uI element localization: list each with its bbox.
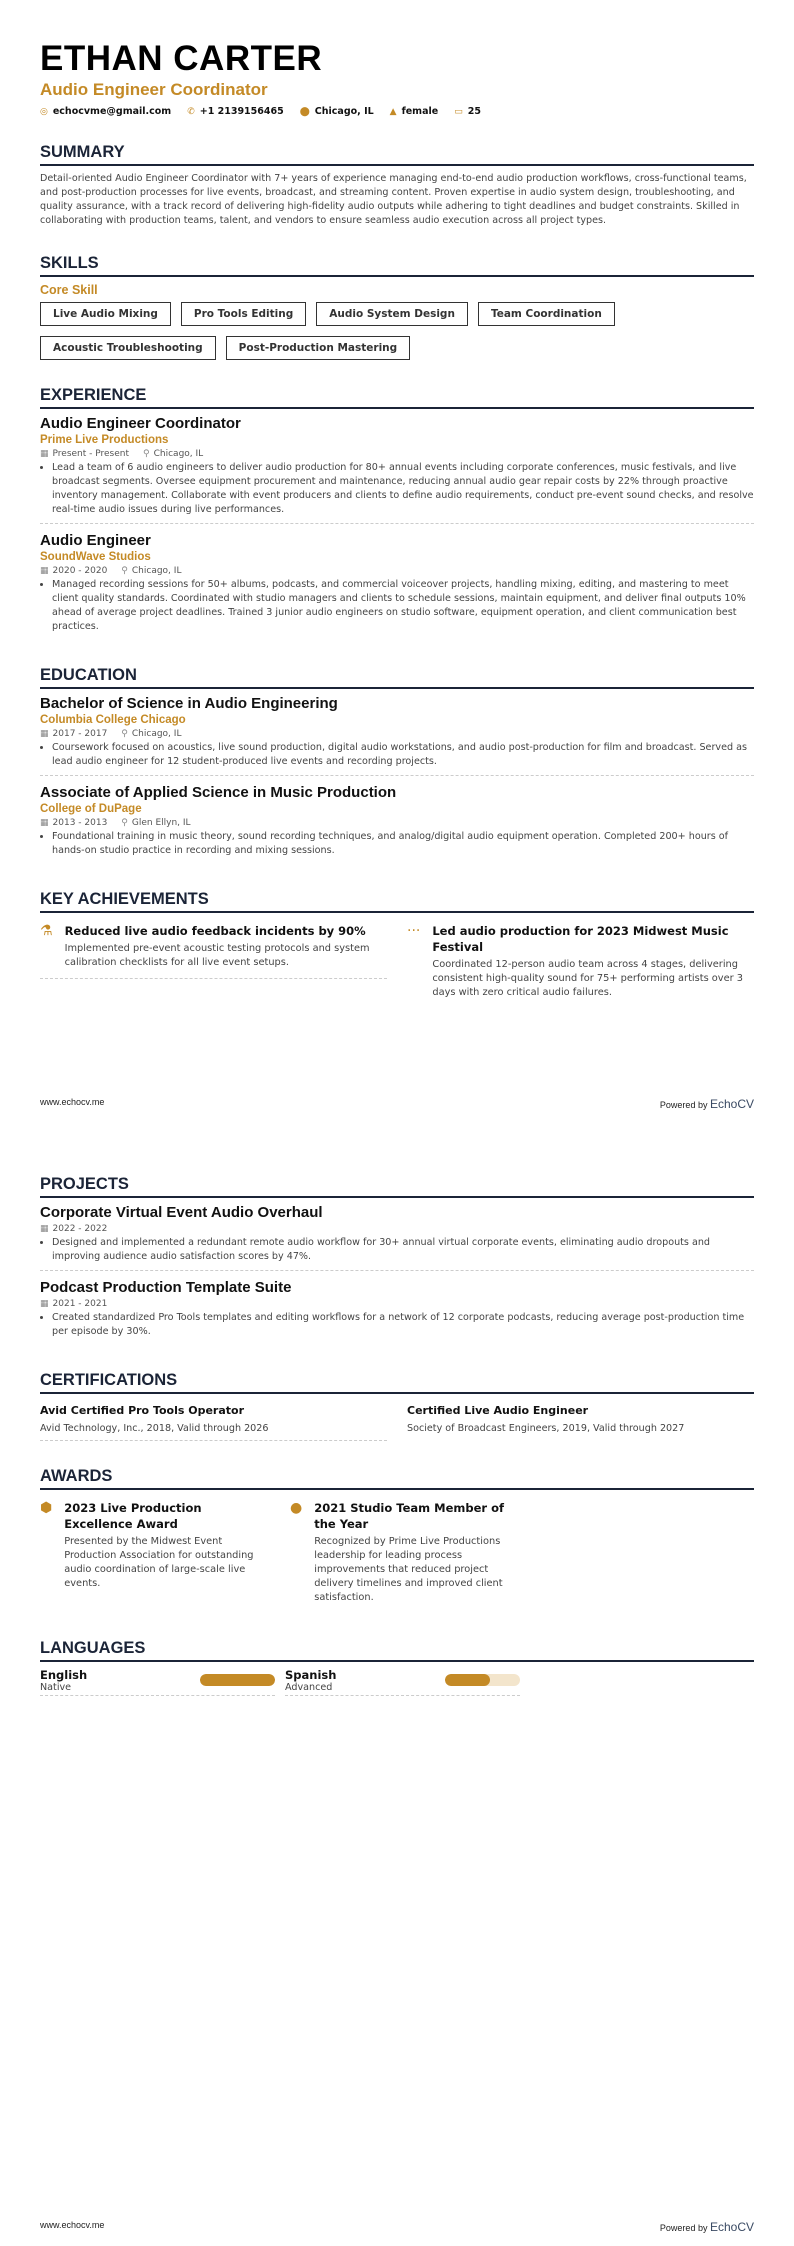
age: 25 [467, 106, 481, 117]
education-section [40, 666, 754, 864]
skill-group-label: Core Skill [40, 283, 98, 297]
skill-tag: Post-Production Mastering [226, 336, 411, 360]
dates: Present - Present [52, 449, 130, 459]
candidate-name: ETHAN CARTER [40, 39, 323, 78]
achievement-title: Led audio production for 2023 Midwest Music Festival [432, 924, 729, 954]
project-title: Podcast Production Template Suite [40, 1279, 292, 1296]
section-heading: EXPERIENCE [40, 386, 754, 409]
school: Columbia College Chicago [40, 714, 186, 726]
award-title: 2023 Live Production Excellence Award [64, 1501, 202, 1531]
degree: Bachelor of Science in Audio Engineering [40, 695, 338, 712]
at-icon: ◎ [40, 107, 48, 117]
location: Chicago, IL [153, 449, 204, 459]
footer-site[interactable]: www.echocv.me [40, 2220, 105, 2230]
dates: 2022 - 2022 [52, 1224, 108, 1234]
location: Chicago, IL [131, 566, 182, 576]
skills-section [40, 254, 754, 360]
dates: 2021 - 2021 [52, 1299, 108, 1309]
person-icon: ▲ [389, 107, 397, 117]
awards-section [40, 1467, 754, 1613]
footer-site[interactable]: www.echocv.me [40, 1097, 105, 1107]
education-entry [40, 695, 754, 776]
school: College of DuPage [40, 803, 142, 815]
skill-tag: Pro Tools Editing [181, 302, 306, 326]
flask-icon: ⚗ [40, 923, 53, 939]
section-heading: EDUCATION [40, 666, 754, 689]
cert-title: Certified Live Audio Engineer [407, 1404, 589, 1417]
achievement-text: Coordinated 12-person audio team across 4 stages, delivering consistent high-quality sound for 75+ performing artists over 3 days with zero critical audio failures. [432, 959, 743, 998]
dates: 2013 - 2013 [52, 818, 108, 828]
projects-section [40, 1175, 754, 1345]
section-heading: SKILLS [40, 254, 754, 277]
dates: 2017 - 2017 [52, 729, 108, 739]
bullet: • Foundational training in music theory, sound recording techniques, and analog/digital audio equipment operation. Completed 200+ hours of hands-on studio practice in recording and mixing sessions. [52, 830, 754, 858]
powered-by: Powered by [659, 1100, 708, 1110]
brand-logo[interactable]: EchoCV [709, 2220, 754, 2234]
cert-detail: Avid Technology, Inc., 2018, Valid through 2026 [40, 1423, 387, 1441]
award-text: Recognized by Prime Live Productions leadership for leading process improvements that reduced project delivery timelines and improved client satisfaction. [314, 1536, 503, 1603]
languages-section [40, 1639, 754, 1696]
education-entry [40, 784, 754, 864]
project-entry [40, 1279, 754, 1345]
dots-icon: ··· [407, 923, 421, 939]
experience-entry [40, 415, 754, 524]
achievements-section [40, 890, 754, 1008]
summary-text: Detail-oriented Audio Engineer Coordinator with 7+ years of experience managing end-to-end audio production workflows, cross-functional teams, and post-production processes for live events, broadcast, and streaming content. Proven expertise in audio system design, troubleshooting, and quality assurance, with a track record of delivering high-fidelity audio outputs while adhering to tight deadlines and budget constraints. Skilled in collaborating with production teams, talent, and vendors to ensure seamless audio execution across all project types. [40, 173, 747, 226]
cert-detail: Society of Broadcast Engineers, 2019, Valid through 2027 [407, 1423, 685, 1434]
skill-tag: Live Audio Mixing [40, 302, 171, 326]
language-name: English [40, 1668, 88, 1682]
page-footer [40, 1097, 754, 1111]
location: Chicago, IL [131, 729, 182, 739]
project-entry [40, 1204, 754, 1271]
phone-icon: ✆ [187, 107, 195, 117]
location-icon: ⬤ [299, 107, 310, 117]
award-title: 2021 Studio Team Member of the Year [314, 1501, 504, 1531]
calendar-icon: ▦ [40, 1299, 49, 1309]
location-icon: ⚲ [121, 818, 128, 828]
company: SoundWave Studios [40, 551, 151, 563]
section-heading: LANGUAGES [40, 1639, 754, 1662]
powered-by: Powered by [659, 2223, 708, 2233]
location: Chicago, IL [314, 106, 374, 117]
certification-item [407, 1400, 754, 1441]
calendar-icon: ▦ [40, 818, 49, 828]
chat-icon: ● [290, 1500, 303, 1516]
award-item [40, 1496, 270, 1613]
bullet: • Managed recording sessions for 50+ albums, podcasts, and commercial voiceover projects, handling mixing, editing, and mastering to meet client quality standards. Coordinated with studio managers and clients to schedule sessions, maintain equipment, and deliver final outputs 10% ahead of average project deadlines. Trained 3 junior audio engineers on studio software, equipment operation, and client communication best practices. [52, 578, 754, 634]
achievement-item [40, 919, 387, 979]
proficiency-fill [200, 1674, 275, 1686]
location-icon: ⚲ [121, 566, 128, 576]
experience-section [40, 386, 754, 640]
bullet: • Created standardized Pro Tools templates and editing workflows for a network of 12 corporate podcasts, reducing average post-production time per episode by 30%. [52, 1311, 754, 1339]
proficiency-bar [200, 1674, 275, 1686]
achievement-item [407, 919, 754, 1008]
job-title: Audio Engineer [40, 532, 151, 549]
email[interactable]: echocvme@gmail.com [52, 106, 172, 117]
job-title: Audio Engineer Coordinator [40, 415, 241, 432]
certifications-section [40, 1371, 754, 1441]
candidate-title: Audio Engineer Coordinator [40, 80, 268, 99]
gender: female [401, 106, 439, 117]
location-icon: ⚲ [121, 729, 128, 739]
achievement-text: Implemented pre-event acoustic testing protocols and system calibration checklists for all live event setups. [64, 943, 370, 968]
bullet: • Designed and implemented a redundant remote audio workflow for 30+ annual virtual corporate events, eliminating audio dropouts and improving audience audio satisfaction scores by 47%. [52, 1236, 754, 1264]
brand-logo[interactable]: EchoCV [709, 1097, 754, 1111]
section-heading: CERTIFICATIONS [40, 1371, 754, 1394]
degree: Associate of Applied Science in Music Production [40, 784, 397, 801]
page-footer [40, 2220, 754, 2234]
section-heading: AWARDS [40, 1467, 754, 1490]
cube-icon: ⬢ [40, 1500, 53, 1516]
section-heading: PROJECTS [40, 1175, 754, 1198]
skill-tag: Audio System Design [316, 302, 468, 326]
skill-tag: Acoustic Troubleshooting [40, 336, 216, 360]
proficiency-bar [445, 1674, 520, 1686]
calendar-icon: ▦ [40, 729, 49, 739]
bullet: • Lead a team of 6 audio engineers to deliver audio production for 80+ annual events including corporate conferences, music festivals, and live broadcast segments. Oversee equipment procurement and maintenance, reducing annual audio gear repair costs by 22% through proactive inventory management. Collaborate with event producers and clients to define audio requirements, conduct pre-event sound checks, and resolve real-time audio issues during live performances. [52, 461, 754, 517]
language-name: Spanish [285, 1668, 337, 1682]
calendar-icon: ▦ [40, 449, 49, 459]
summary-section [40, 143, 754, 228]
award-item [290, 1496, 520, 1613]
calendar-icon: ▦ [40, 566, 49, 576]
language-level: Advanced [285, 1682, 333, 1693]
phone[interactable]: +1 2139156465 [199, 106, 284, 117]
proficiency-fill [445, 1674, 490, 1686]
location: Glen Ellyn, IL [131, 818, 191, 828]
experience-entry [40, 532, 754, 640]
language-level: Native [40, 1682, 72, 1693]
contact-info [40, 106, 754, 117]
skill-tag: Team Coordination [478, 302, 615, 326]
dates: 2020 - 2020 [52, 566, 108, 576]
calendar-icon: ▭ [454, 107, 463, 117]
project-title: Corporate Virtual Event Audio Overhaul [40, 1204, 323, 1221]
language-item [285, 1668, 520, 1696]
calendar-icon: ▦ [40, 1224, 49, 1234]
language-item [40, 1668, 275, 1696]
company: Prime Live Productions [40, 434, 169, 446]
bullet: • Coursework focused on acoustics, live sound production, digital audio workstations, and audio post-production for film and broadcast. Served as lead audio engineer for 12 student-produced live events and recording projects. [52, 741, 754, 769]
certification-item [40, 1400, 387, 1441]
location-icon: ⚲ [143, 449, 150, 459]
award-text: Presented by the Midwest Event Production Association for outstanding audio coordination of large-scale live events. [64, 1536, 254, 1589]
cert-title: Avid Certified Pro Tools Operator [40, 1404, 245, 1417]
section-heading: SUMMARY [40, 143, 754, 166]
achievement-title: Reduced live audio feedback incidents by 90% [64, 924, 366, 938]
section-heading: KEY ACHIEVEMENTS [40, 890, 754, 913]
page-2 [0, 1123, 794, 2246]
